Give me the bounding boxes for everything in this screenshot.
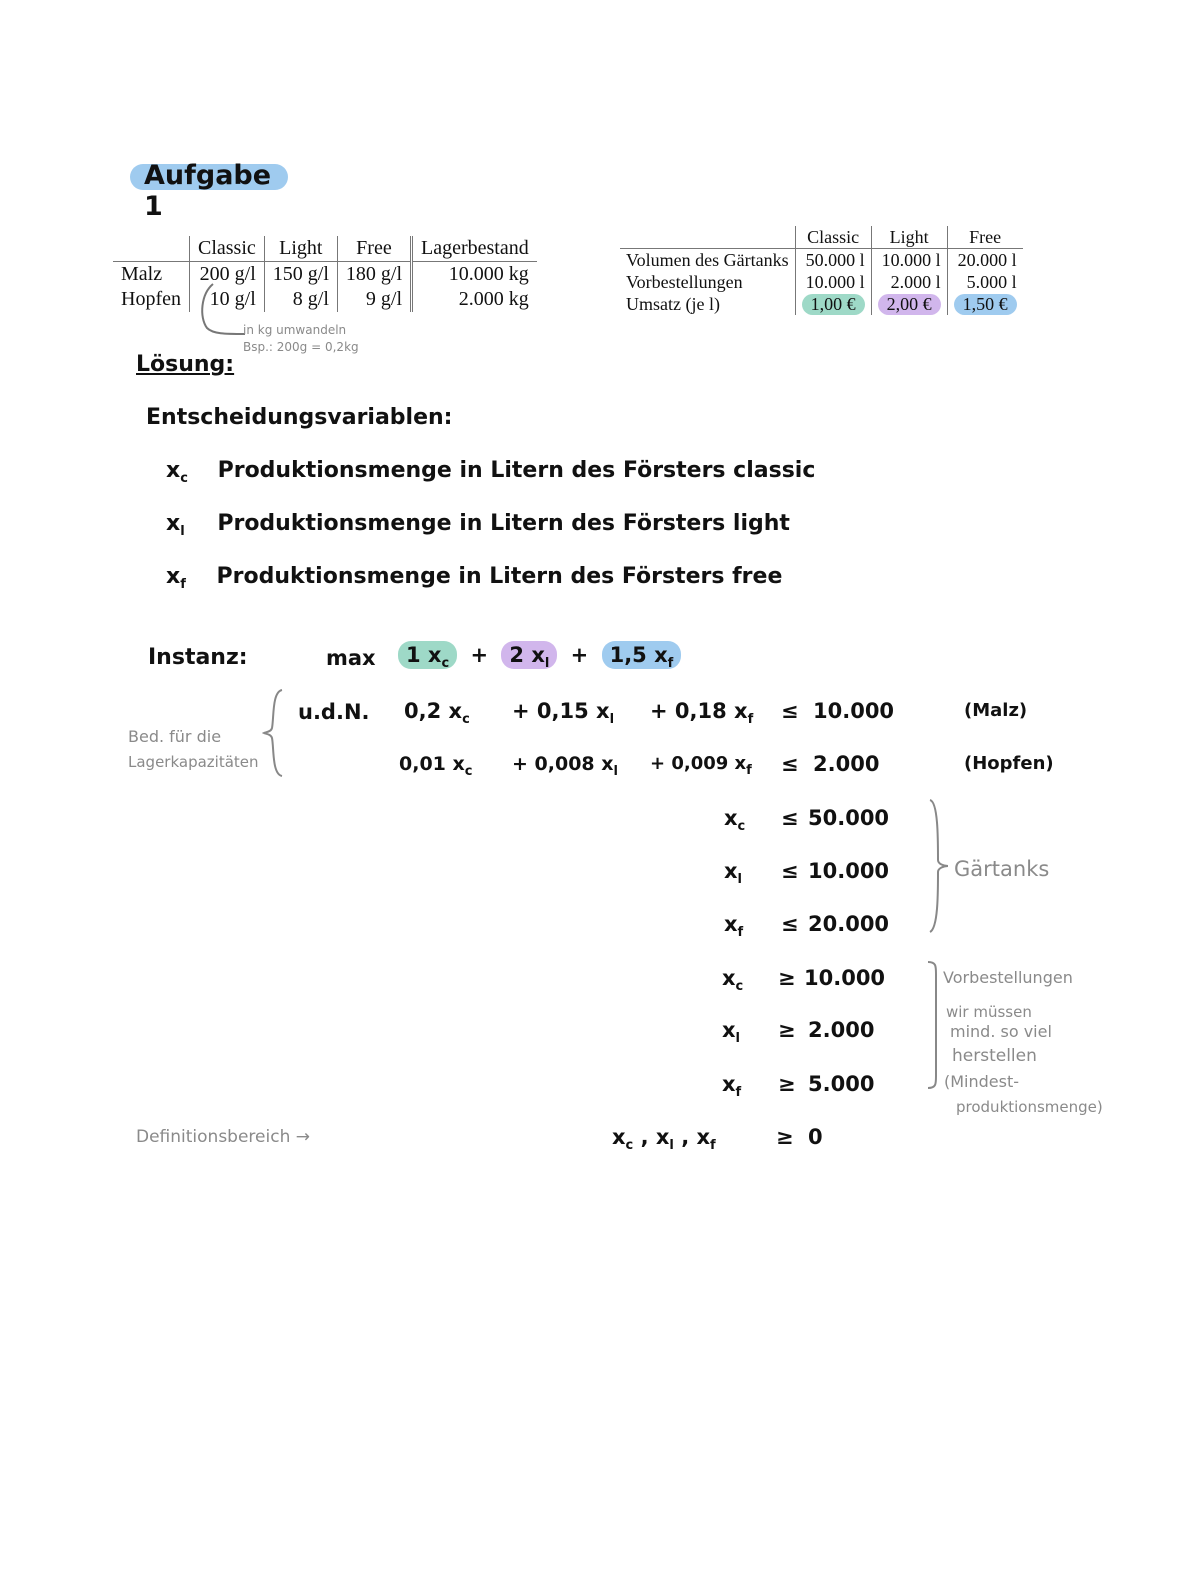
table-header-cell: Classic <box>189 236 264 262</box>
table-header-cell: Light <box>264 236 337 262</box>
order-constraint-relation: ≥ <box>778 1072 796 1096</box>
domain-label: Definitionsbereich → <box>136 1127 310 1147</box>
table-cell: 10 g/l <box>189 287 264 312</box>
tank-constraint-rhs: 50.000 <box>808 806 890 830</box>
order-constraint-var: $x_c$ <box>722 966 744 994</box>
bracket-icon <box>926 960 940 1090</box>
objective-function: 1 $x_c + 2$ $x_l + 1,5$ $x_f$ <box>398 643 681 671</box>
table-row <box>113 262 537 288</box>
tank-constraint-rhs: 20.000 <box>808 912 890 936</box>
order-constraint-var: $x_l$ <box>722 1018 741 1046</box>
bed-note-line2: Lagerkapazitäten <box>128 753 259 771</box>
table-cell: 20.000 l <box>947 249 1023 272</box>
order-constraint-var: $x_f$ <box>722 1072 742 1100</box>
left-brace-icon <box>262 688 286 778</box>
table-header-cell <box>113 236 189 262</box>
orders-note-line: herstellen <box>952 1046 1037 1066</box>
constraint-malz-term-f: + 0,18 $x_f$ <box>650 699 754 727</box>
objective-term-classic: 1 $x_c$ <box>398 641 457 669</box>
production-table <box>620 226 1023 315</box>
domain-variables: $x_c$ , $x_l$ , $x_f$ <box>612 1125 716 1153</box>
tank-constraint-var: $x_l$ <box>724 859 743 887</box>
tank-constraint-relation: ≤ <box>781 912 799 936</box>
task-title <box>130 160 288 222</box>
row-label: Hopfen <box>121 288 181 310</box>
bed-note-line1: Bed. für die <box>128 727 222 746</box>
order-constraint-relation: ≥ <box>778 966 796 990</box>
kg-note-line1: in kg umwandeln <box>243 323 347 337</box>
objective-term-light: 2 $x_l$ <box>501 641 557 669</box>
table-header-cell: Lagerbestand <box>412 236 537 262</box>
tank-constraint-var: $x_c$ <box>724 806 746 834</box>
table-header-row <box>113 236 537 262</box>
row-label: Vorbestellungen <box>626 271 743 292</box>
revenue-classic-badge: 1,00 € <box>802 294 865 315</box>
table-cell: 150 g/l <box>264 262 337 288</box>
order-constraint-rhs: 10.000 <box>804 966 886 990</box>
decision-variables-heading: Entscheidungsvariablen: <box>146 405 453 430</box>
order-constraint-rhs: 5.000 <box>808 1072 875 1096</box>
order-constraint-rhs: 2.000 <box>808 1018 875 1042</box>
table-cell: 2.000 kg <box>412 287 537 312</box>
tank-constraint-relation: ≤ <box>781 859 799 883</box>
table-header-cell: Classic <box>795 226 871 249</box>
constraint-malz-relation: ≤ <box>781 699 799 723</box>
solution-heading: Lösung: <box>136 352 235 377</box>
orders-note-line: produktionsmenge) <box>956 1098 1103 1116</box>
variable-line: $x_l$ Produktionsmenge in Litern des Försters light <box>166 511 790 539</box>
domain-rhs: 0 <box>808 1125 823 1149</box>
tank-constraint-rhs: 10.000 <box>808 859 890 883</box>
table-cell: 5.000 l <box>947 271 1023 293</box>
orders-note-title: Vorbestellungen <box>943 968 1073 987</box>
constraint-malz-note: (Malz) <box>964 700 1028 721</box>
tank-constraint-relation: ≤ <box>781 806 799 830</box>
table-header-cell <box>620 226 795 249</box>
table-row <box>620 271 1023 293</box>
tank-constraint-var: $x_f$ <box>724 912 744 940</box>
constraint-hopfen-note: (Hopfen) <box>964 753 1054 774</box>
constraint-malz-term-c: 0,2 $x_c$ <box>404 699 470 727</box>
constraint-hopfen-relation: ≤ <box>781 752 799 776</box>
table-row <box>113 287 537 312</box>
variable-description: Produktionsmenge in Litern des Försters free <box>216 564 783 589</box>
table-cell: 50.000 l <box>795 249 871 272</box>
orders-note-line: (Mindest- <box>944 1072 1020 1091</box>
variable-line: $x_c$ Produktionsmenge in Litern des Försters classic <box>166 458 816 486</box>
table-cell: 180 g/l <box>337 262 411 288</box>
orders-note-line: wir müssen <box>946 1003 1032 1021</box>
constraint-hopfen-term-c: 0,01 $x_c$ <box>399 753 473 779</box>
revenue-light-badge: 2,00 € <box>878 294 941 315</box>
table-cell: 10.000 l <box>795 271 871 293</box>
table-row <box>620 249 1023 272</box>
variable-description: Produktionsmenge in Litern des Försters light <box>217 511 790 536</box>
table-header-cell: Light <box>871 226 947 249</box>
variable-description: Produktionsmenge in Litern des Försters classic <box>217 458 816 483</box>
row-label: Umsatz (je l) <box>626 293 720 314</box>
table-header-cell: Free <box>337 236 411 262</box>
max-label: max <box>326 646 376 670</box>
order-constraint-relation: ≥ <box>778 1018 796 1042</box>
table-cell: 200 g/l <box>189 262 264 288</box>
domain-relation: ≥ <box>776 1125 794 1149</box>
constraint-malz-term-l: + 0,15 $x_l$ <box>512 699 615 727</box>
table-header-row <box>620 226 1023 249</box>
tanks-note: Gärtanks <box>954 857 1050 881</box>
objective-term-free: 1,5 $x_f$ <box>602 641 682 669</box>
table-header-cell: Free <box>947 226 1023 249</box>
table-cell: 10.000 kg <box>412 262 537 288</box>
table-row <box>620 293 1023 315</box>
row-label: Malz <box>121 263 163 285</box>
constraint-hopfen-term-f: + 0,009 $x_f$ <box>650 753 752 778</box>
table-cell: 9 g/l <box>337 287 411 312</box>
table-cell: 8 g/l <box>264 287 337 312</box>
kg-note-line2: Bsp.: 200g = 0,2kg <box>243 340 359 354</box>
task-title-text: Aufgabe 1 <box>144 160 272 222</box>
udn-label: u.d.N. <box>298 700 370 724</box>
revenue-free-badge: 1,50 € <box>954 294 1017 315</box>
instance-label: Instanz: <box>148 645 248 670</box>
orders-note-line: mind. so viel <box>950 1022 1052 1041</box>
right-brace-icon <box>928 798 950 934</box>
ingredients-table <box>113 236 537 312</box>
row-label: Volumen des Gärtanks <box>626 249 789 270</box>
constraint-hopfen-term-l: + 0,008 $x_l$ <box>512 753 618 779</box>
table-cell: 2.000 l <box>871 271 947 293</box>
constraint-hopfen-rhs: 2.000 <box>813 752 880 776</box>
constraint-malz-rhs: 10.000 <box>813 699 895 723</box>
table-cell: 10.000 l <box>871 249 947 272</box>
variable-line: $x_f$ Produktionsmenge in Litern des Försters free <box>166 564 783 592</box>
